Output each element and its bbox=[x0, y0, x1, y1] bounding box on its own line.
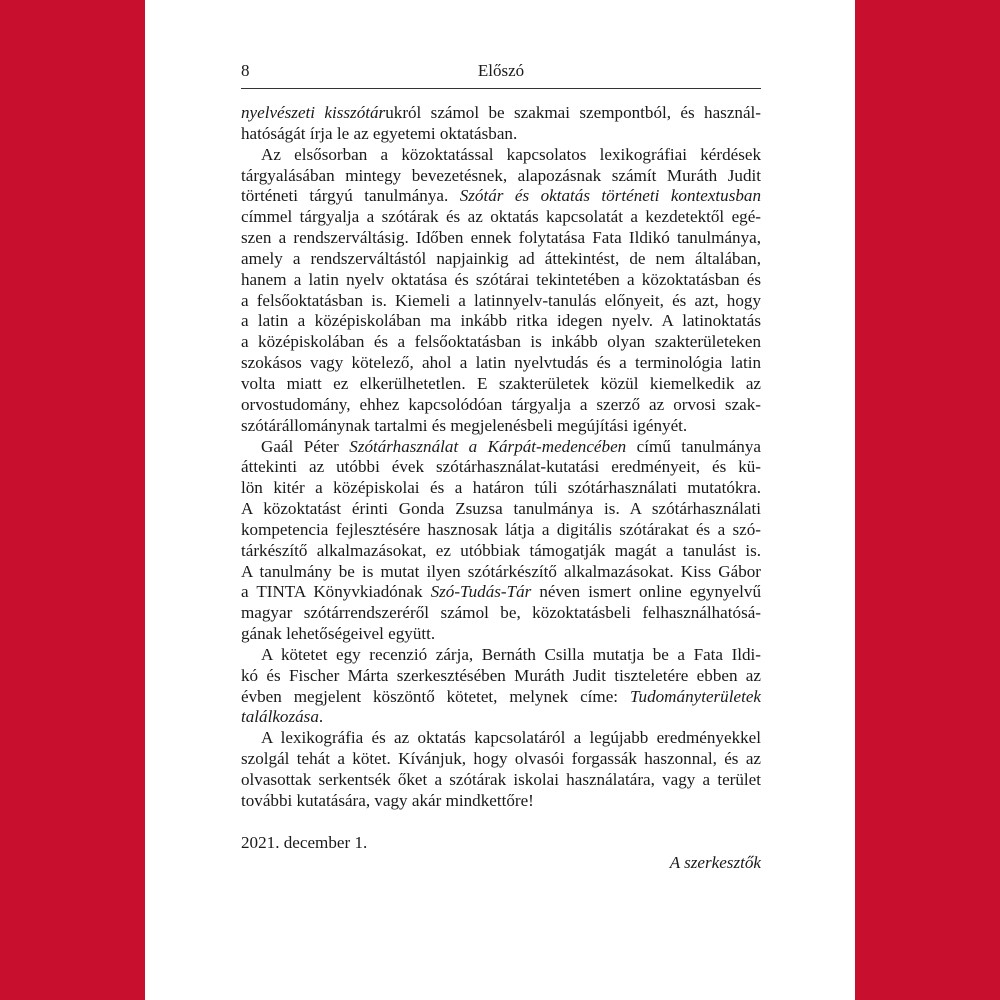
text-run: Gaál Péter bbox=[261, 436, 350, 456]
italic-title: Szó-Tudás-Tár bbox=[430, 582, 532, 602]
text-run: tárkészítő alkalmazásokat, ez utóbbiak támogatják magát a tanulást is. bbox=[241, 540, 761, 560]
text-line bbox=[241, 687, 761, 708]
text-run: szokásos vagy kötelező, ahol a latin nyelvtudás és a terminológia latin bbox=[241, 353, 761, 373]
text-run: című tanulmánya bbox=[626, 436, 761, 456]
text-run: gának lehetőségeivel együtt. bbox=[241, 624, 436, 644]
text-line bbox=[241, 666, 761, 687]
text-line bbox=[241, 624, 761, 645]
text-line bbox=[241, 728, 761, 749]
text-run: olvasottak serkentsék őket a szótárak iskolai használatára, vagy a terület bbox=[241, 770, 761, 789]
italic-title: Szótár és oktatás történeti kontextusban bbox=[459, 186, 762, 206]
signature: A szerkesztők bbox=[669, 853, 761, 873]
text-run: hatóságát írja le az egyetemi oktatásban. bbox=[241, 123, 518, 143]
text-line bbox=[241, 791, 761, 812]
text-run: évben megjelent köszöntő kötetet, melynek címe: bbox=[241, 686, 630, 706]
text-line bbox=[241, 332, 761, 353]
text-run: történeti tárgyú tanulmánya. bbox=[241, 186, 460, 206]
text-run: a középiskolában és a felsőoktatásban is inkább olyan szakterületeken bbox=[241, 332, 761, 352]
page-header bbox=[241, 61, 761, 85]
text-line bbox=[241, 645, 761, 666]
text-run: szen a rendszerváltásig. Időben ennek folytatása Fata Ildikó tanulmánya, bbox=[241, 228, 761, 248]
text-line bbox=[241, 124, 761, 145]
text-line bbox=[241, 270, 761, 291]
text-run: szolgál tehát a kötet. Kívánjuk, hogy olvasói forgassák haszonnal, és az bbox=[241, 749, 761, 769]
text-run: kó és Fischer Márta szerkesztésében Muráth Judit tiszteletére ebben az bbox=[241, 665, 761, 685]
text-run: A közoktatást érinti Gonda Zsuzsa tanulmánya is. A szótárhasználati bbox=[241, 499, 761, 519]
book-page bbox=[145, 0, 855, 1000]
text-run: A tanulmány be is mutat ilyen szótárkészítő alkalmazásokat. Kiss Gábor bbox=[241, 561, 761, 581]
paragraph bbox=[241, 145, 761, 437]
italic-title: Szótárhasználat a Kárpát-medencében bbox=[349, 436, 627, 456]
text-run: címmel tárgyalja a szótárak és az oktatás kapcsolatát a kezdetektől egé- bbox=[241, 207, 761, 227]
text-line bbox=[241, 291, 761, 312]
text-line bbox=[241, 186, 761, 207]
text-line bbox=[241, 311, 761, 332]
text-run: . bbox=[318, 707, 324, 727]
text-line bbox=[241, 541, 761, 562]
paragraph bbox=[241, 645, 761, 728]
text-run: a latin a középiskolában ma inkább ritka idegen nyelv. A latinoktatás bbox=[241, 311, 761, 331]
text-run: a TINTA Könyvkiadónak bbox=[241, 582, 431, 602]
page-number: 8 bbox=[241, 61, 250, 80]
text-line bbox=[241, 353, 761, 374]
paragraph bbox=[241, 437, 761, 645]
italic-title: Tudományterületek bbox=[629, 686, 761, 706]
text-line bbox=[241, 457, 761, 478]
text-line bbox=[241, 707, 761, 728]
header-rule bbox=[241, 88, 761, 89]
paragraph bbox=[241, 103, 761, 145]
text-run: A lexikográfia és az oktatás kapcsolatáról a legújabb eredményekkel bbox=[261, 728, 761, 748]
text-line bbox=[241, 478, 761, 499]
body-text bbox=[241, 103, 761, 874]
text-line bbox=[241, 249, 761, 270]
text-line bbox=[241, 145, 761, 166]
text-run: lön kitér a középiskolai és a határon túli szótárhasználati mutatókra. bbox=[241, 478, 761, 498]
text-line bbox=[241, 207, 761, 228]
text-line bbox=[241, 437, 761, 458]
text-line bbox=[241, 770, 761, 791]
text-run: kompetencia fejlesztésére hasznosak látja a digitális szótárakat és a szó- bbox=[241, 519, 761, 539]
text-run: amely a rendszerváltástól napjainkig ad áttekintést, de nem általában, bbox=[241, 248, 761, 268]
text-run: volta miatt ez elkerülhetetlen. E szakterületek közül kiemelkedik az bbox=[241, 373, 761, 393]
text-line bbox=[241, 416, 761, 437]
text-line bbox=[241, 749, 761, 770]
text-line bbox=[241, 520, 761, 541]
text-line bbox=[241, 166, 761, 187]
italic-title: nyelvészeti kisszótár bbox=[241, 103, 386, 122]
running-title: Előszó bbox=[477, 61, 525, 80]
text-run: a felsőoktatásban is. Kiemeli a latinnyelv-tanulás előnyeit, és azt, hogy bbox=[241, 290, 761, 310]
text-run: további kutatására, vagy akár mindkettőre! bbox=[241, 790, 534, 810]
text-line bbox=[241, 499, 761, 520]
text-line bbox=[241, 103, 761, 124]
text-line bbox=[241, 374, 761, 395]
text-run: magyar szótárrendszeréről számol be, közoktatásbeli felhasználhatósá- bbox=[241, 603, 761, 623]
text-run: Az elsősorban a közoktatással kapcsolatos lexikográfiai kérdések bbox=[261, 144, 761, 164]
text-run: hanem a latin nyelv oktatása és szótárai tekintetében a közoktatásban és bbox=[241, 269, 761, 289]
text-run: tárgyalásában mintegy bevezetésnek, alapozásnak számít Muráth Judit bbox=[241, 165, 761, 185]
text-run: néven ismert online egynyelvű bbox=[531, 582, 761, 602]
text-line bbox=[241, 395, 761, 416]
text-run: szótárállománynak tartalmi és megjelenésbeli megújítási igényét. bbox=[241, 415, 688, 435]
text-line bbox=[241, 603, 761, 624]
text-run: ukról számol be szakmai szempontból, és használ- bbox=[385, 103, 761, 122]
paragraph bbox=[241, 728, 761, 811]
text-line bbox=[241, 562, 761, 583]
text-line bbox=[241, 582, 761, 603]
spacer bbox=[241, 812, 761, 833]
text-run: A kötetet egy recenzió zárja, Bernáth Csilla mutatja be a Fata Ildi- bbox=[261, 644, 761, 664]
date-line: 2021. december 1. bbox=[241, 832, 368, 852]
text-run: áttekinti az utóbbi évek szótárhasználat-kutatási eredményeit, és kü- bbox=[241, 457, 761, 477]
text-run: orvostudomány, ehhez kapcsolódóan tárgyalja a szerző az orvosi szak- bbox=[241, 394, 761, 414]
text-line bbox=[241, 228, 761, 249]
italic-title: találkozása bbox=[241, 707, 319, 727]
